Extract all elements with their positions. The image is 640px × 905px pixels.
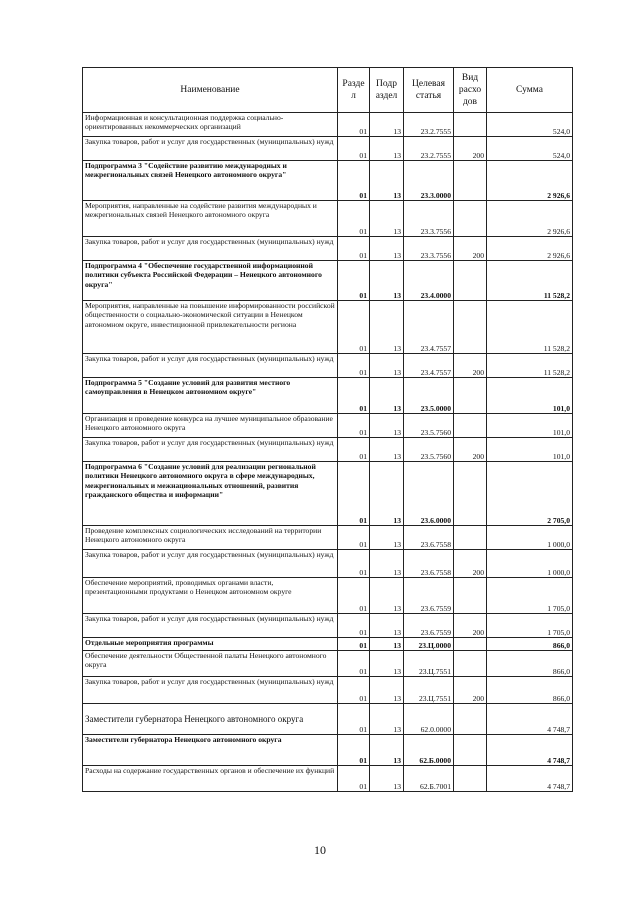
header-target-article: Целевая статья [404,68,454,113]
cell-target-article: 23.4.7557 [404,354,454,378]
cell-target-article: 23.2.7555 [404,113,454,137]
cell-name: Заместители губернатора Ненецкого автономного округа [83,735,338,766]
cell-target-article: 23.Ц.7551 [404,651,454,677]
header-section: Разде л [338,68,370,113]
cell-target-article: 23.6.7559 [404,578,454,614]
cell-subsection: 13 [370,354,404,378]
table-row [83,735,573,766]
cell-expense-type: 200 [454,614,487,638]
table-body [83,113,573,792]
cell-name: Заместители губернатора Ненецкого автономного округа [83,704,338,735]
cell-subsection: 13 [370,438,404,462]
cell-sum: 1 705,0 [487,578,573,614]
cell-expense-type [454,704,487,735]
cell-section: 01 [338,301,370,354]
cell-subsection: 13 [370,766,404,792]
table-row [83,638,573,651]
cell-section: 01 [338,735,370,766]
cell-name: Расходы на содержание государственных органов и обеспечение их функций [83,766,338,792]
header-expense-type: Вид расхо дов [454,68,487,113]
cell-target-article: 23.4.7557 [404,301,454,354]
cell-expense-type [454,766,487,792]
cell-target-article: 23.2.7555 [404,137,454,161]
cell-sum: 866,0 [487,638,573,651]
cell-target-article: 23.3.7556 [404,237,454,261]
cell-sum: 1 000,0 [487,550,573,578]
cell-expense-type [454,526,487,550]
cell-target-article: 23.6.7558 [404,526,454,550]
cell-subsection: 13 [370,237,404,261]
cell-name: Подпрограмма 4 "Обеспечение государственной информационной политики субъекта Российской Федерации – Ненецкого автономного округа" [83,261,338,301]
table-row [83,301,573,354]
table-row [83,201,573,237]
cell-subsection: 13 [370,651,404,677]
cell-subsection: 13 [370,161,404,201]
cell-subsection: 13 [370,261,404,301]
table-row [83,414,573,438]
table-header-row [83,68,573,113]
cell-section: 01 [338,414,370,438]
cell-name: Закупка товаров, работ и услуг для государственных (муниципальных) нужд [83,354,338,378]
table-row [83,438,573,462]
cell-expense-type [454,261,487,301]
cell-expense-type [454,201,487,237]
cell-name: Мероприятия, направленные на повышение информированности российской общественности о социально-экономической ситуации в Ненецком автономном округе, инвестиционной привлекательности региона [83,301,338,354]
cell-sum: 1 000,0 [487,526,573,550]
cell-expense-type: 200 [454,677,487,704]
cell-subsection: 13 [370,301,404,354]
cell-name: Мероприятия, направленные на содействие развития международных и межрегиональных связей Ненецкого автономного округа [83,201,338,237]
cell-expense-type [454,414,487,438]
cell-subsection: 13 [370,201,404,237]
cell-name: Информационная и консультационная поддержка социально-ориентированных некоммерческих организаций [83,113,338,137]
cell-name: Закупка товаров, работ и услуг для государственных (муниципальных) нужд [83,677,338,704]
cell-subsection: 13 [370,378,404,414]
cell-subsection: 13 [370,614,404,638]
cell-name: Обеспечение деятельности Общественной палаты Ненецкого автономного округа [83,651,338,677]
table-row [83,378,573,414]
cell-expense-type [454,462,487,526]
cell-section: 01 [338,550,370,578]
cell-target-article: 23.3.7556 [404,201,454,237]
cell-section: 01 [338,578,370,614]
header-subsection: Подр аздел [370,68,404,113]
cell-section: 01 [338,526,370,550]
table-row [83,526,573,550]
table-row [83,137,573,161]
cell-subsection: 13 [370,578,404,614]
cell-sum: 4 748,7 [487,704,573,735]
cell-expense-type: 200 [454,438,487,462]
cell-name: Проведение комплексных социологических исследований на территории Ненецкого автономного округа [83,526,338,550]
cell-subsection: 13 [370,735,404,766]
cell-subsection: 13 [370,113,404,137]
table-row [83,677,573,704]
cell-sum: 2 926,6 [487,201,573,237]
cell-sum: 866,0 [487,677,573,704]
cell-sum: 101,0 [487,378,573,414]
cell-expense-type: 200 [454,550,487,578]
cell-target-article: 23.Ц.0000 [404,638,454,651]
cell-expense-type [454,638,487,651]
table-row [83,550,573,578]
cell-target-article: 23.6.7558 [404,550,454,578]
table-row [83,261,573,301]
cell-section: 01 [338,614,370,638]
cell-section: 01 [338,438,370,462]
cell-name: Закупка товаров, работ и услуг для государственных (муниципальных) нужд [83,137,338,161]
table-row [83,651,573,677]
table-row [83,614,573,638]
cell-section: 01 [338,201,370,237]
header-name: Наименование [83,68,338,113]
cell-name: Подпрограмма 5 "Создание условий для развития местного самоуправления в Ненецком автономном округе" [83,378,338,414]
cell-subsection: 13 [370,550,404,578]
cell-section: 01 [338,462,370,526]
cell-name: Закупка товаров, работ и услуг для государственных (муниципальных) нужд [83,438,338,462]
cell-expense-type [454,378,487,414]
cell-section: 01 [338,137,370,161]
cell-subsection: 13 [370,526,404,550]
table-row [83,704,573,735]
cell-sum: 2 926,6 [487,161,573,201]
cell-name: Организация и проведение конкурса на лучшее муниципальное образование Ненецкого автономного округа [83,414,338,438]
cell-section: 01 [338,161,370,201]
cell-name: Обеспечение мероприятий, проводимых органами власти, презентационными продуктами о Ненецком автономном округе [83,578,338,614]
cell-subsection: 13 [370,462,404,526]
cell-target-article: 62.Б.0000 [404,735,454,766]
cell-section: 01 [338,237,370,261]
cell-sum: 101,0 [487,414,573,438]
cell-subsection: 13 [370,677,404,704]
header-sum: Сумма [487,68,573,113]
cell-section: 01 [338,378,370,414]
cell-target-article: 23.6.7559 [404,614,454,638]
cell-name: Подпрограмма 6 "Создание условий для реализации региональной политики Ненецкого автономного округа в сфере международных, межрегиональных и межнациональных отношений, развития гражданского общества и информации" [83,462,338,526]
cell-target-article: 23.5.7560 [404,414,454,438]
cell-section: 01 [338,651,370,677]
cell-subsection: 13 [370,704,404,735]
cell-sum: 2 926,6 [487,237,573,261]
cell-section: 01 [338,354,370,378]
cell-sum: 11 528,2 [487,354,573,378]
table-row [83,113,573,137]
cell-expense-type: 200 [454,354,487,378]
cell-expense-type: 200 [454,137,487,161]
cell-expense-type [454,651,487,677]
cell-section: 01 [338,766,370,792]
table-row [83,766,573,792]
cell-sum: 11 528,2 [487,301,573,354]
cell-subsection: 13 [370,414,404,438]
cell-expense-type [454,161,487,201]
cell-name: Закупка товаров, работ и услуг для государственных (муниципальных) нужд [83,550,338,578]
table-row [83,237,573,261]
cell-sum: 524,0 [487,137,573,161]
cell-name: Подпрограмма 3 "Содействие развитию международных и межрегиональных связей Ненецкого автономного округа" [83,161,338,201]
page-number: 10 [314,843,326,857]
cell-subsection: 13 [370,137,404,161]
cell-subsection: 13 [370,638,404,651]
cell-name: Отдельные мероприятия программы [83,638,338,651]
cell-target-article: 62.Б.7001 [404,766,454,792]
cell-target-article: 23.5.0000 [404,378,454,414]
cell-target-article: 23.6.0000 [404,462,454,526]
cell-target-article: 23.5.7560 [404,438,454,462]
cell-sum: 2 705,0 [487,462,573,526]
cell-expense-type [454,113,487,137]
cell-sum: 101,0 [487,438,573,462]
cell-sum: 4 748,7 [487,735,573,766]
cell-target-article: 62.0.0000 [404,704,454,735]
table-row [83,354,573,378]
cell-expense-type [454,301,487,354]
cell-section: 01 [338,638,370,651]
cell-sum: 4 748,7 [487,766,573,792]
cell-sum: 11 528,2 [487,261,573,301]
table-row [83,578,573,614]
cell-expense-type: 200 [454,237,487,261]
cell-target-article: 23.3.0000 [404,161,454,201]
cell-name: Закупка товаров, работ и услуг для государственных (муниципальных) нужд [83,237,338,261]
cell-sum: 1 705,0 [487,614,573,638]
cell-sum: 866,0 [487,651,573,677]
table-row [83,462,573,526]
cell-name: Закупка товаров, работ и услуг для государственных (муниципальных) нужд [83,614,338,638]
table-row [83,161,573,201]
cell-section: 01 [338,261,370,301]
cell-target-article: 23.Ц.7551 [404,677,454,704]
budget-table [82,67,573,792]
cell-section: 01 [338,113,370,137]
cell-section: 01 [338,704,370,735]
cell-section: 01 [338,677,370,704]
cell-expense-type [454,578,487,614]
cell-sum: 524,0 [487,113,573,137]
cell-expense-type [454,735,487,766]
cell-target-article: 23.4.0000 [404,261,454,301]
